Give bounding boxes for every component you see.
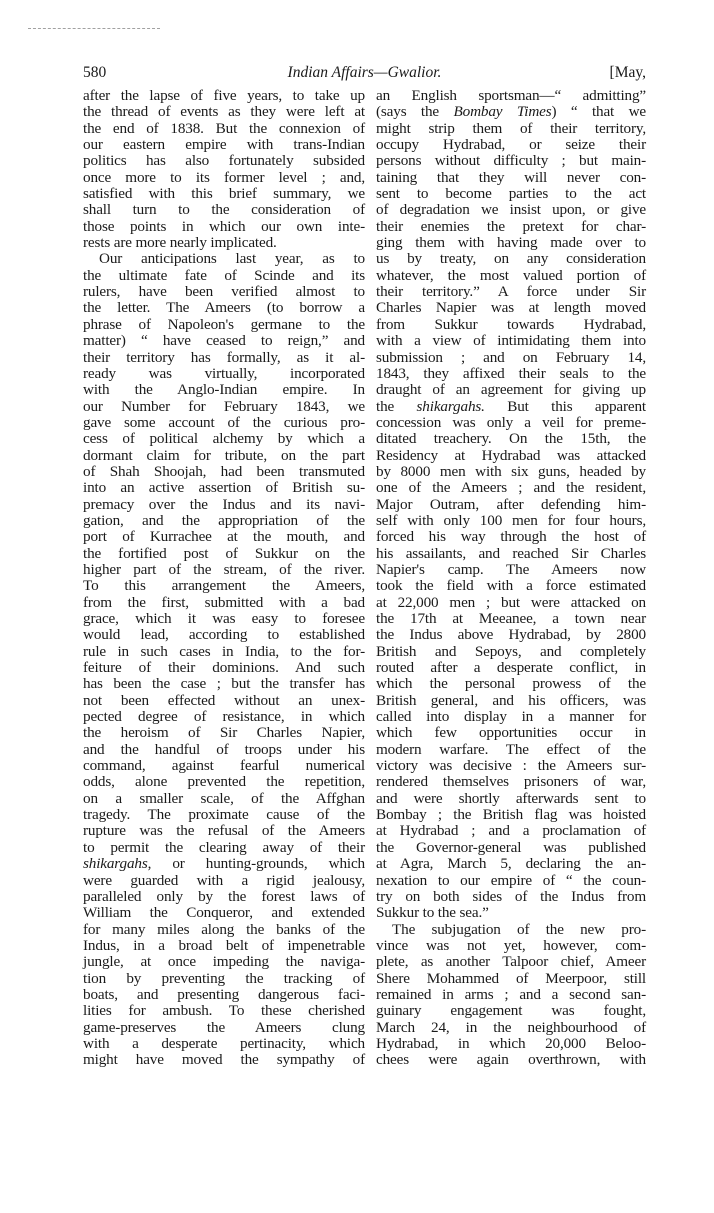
text-line: Major Outram, after defending him-	[376, 495, 646, 513]
text-line: from Sukkur towards Hydrabad,	[376, 315, 646, 333]
text-line: ging them with having made over to	[376, 234, 646, 252]
text-line: cess of political alchemy by which a	[83, 430, 365, 448]
text-line: and were shortly afterwards sent to	[376, 789, 646, 807]
text-line: British and Sepoys, and completely	[376, 642, 646, 660]
text-line: tragedy. The proximate cause of the	[83, 806, 365, 824]
text-line: dormant claim for tribute, on the part	[83, 446, 365, 464]
text-line: the end of 1838. But the connexion of	[83, 119, 365, 137]
text-line: has been the case ; but the transfer has	[83, 675, 365, 693]
text-line: Shere Mohammed of Meerpoor, still	[376, 969, 646, 987]
text-line: the Indus above Hydrabad, by 2800	[376, 626, 646, 644]
text-line: jungle, at once impeding the naviga-	[83, 953, 365, 971]
text-line: their territory.” A force under Sir	[376, 283, 646, 301]
paragraph-start-line: The subjugation of the new pro-	[392, 920, 646, 938]
text-line: guinary engagement was fought,	[376, 1002, 646, 1020]
text-line: rule in such cases in India, to the for-	[83, 642, 365, 660]
text-line: Indus, in a broad belt of impenetrable	[83, 936, 365, 954]
text-line-with-italic	[83, 856, 365, 872]
text-line: from the first, submitted with a bad	[83, 593, 365, 611]
text-line: Sukkur to the sea.”	[376, 904, 489, 922]
text-line: sent to become parties to the act	[376, 185, 646, 203]
text-line: pected degree of resistance, in which	[83, 708, 365, 726]
text-line: his assailants, and reached Sir Charles	[376, 544, 646, 562]
text-line: modern warfare. The effect of the	[376, 740, 646, 758]
text-line: their territory has formally, as it al-	[83, 348, 365, 366]
text-line: Charles Napier was at length moved	[376, 299, 646, 317]
page-number: 580	[83, 64, 107, 81]
text-line: grace, which it was easy to foresee	[83, 610, 365, 627]
text-line: us by treaty, on any consideration	[376, 250, 646, 268]
text-line: took the field with a force estimated	[376, 577, 646, 595]
text-line: the letter. The Ameers (to borrow a	[83, 299, 365, 317]
text-line: chees were again overthrown, with	[376, 1051, 646, 1069]
text-line: at 22,000 men ; but were attacked on	[376, 593, 646, 611]
text-line: with the Anglo-Indian empire. In	[83, 381, 365, 399]
text-line: after the lapse of five years, to take up	[83, 87, 365, 104]
text-line: rupture was the refusal of the Ameers	[83, 822, 365, 840]
text-line: draught of an agreement for giving up	[376, 381, 646, 399]
text-line: might strip them of their territory,	[376, 119, 646, 137]
text-line: nexation to our empire of “ the coun-	[376, 871, 646, 889]
text-line: and the handful of troops under his	[83, 740, 365, 758]
text-line: those points in which our own inte-	[83, 217, 365, 235]
text-line: by 8000 men with six guns, headed by	[376, 462, 646, 480]
text-line: plete, as another Talpoor chief, Ameer	[376, 953, 646, 971]
text-line: which the personal prowess of the	[376, 675, 646, 693]
text-line: To this arrangement the Ameers,	[83, 577, 365, 595]
text-line: with a desperate pertinacity, which	[83, 1034, 365, 1052]
left-column	[83, 88, 365, 1069]
italic-term: shikargahs	[83, 855, 148, 873]
text-line: matter) “ have ceased to reign,” and	[83, 332, 365, 350]
text-line: into an active assertion of British su-	[83, 479, 365, 497]
text-line: rulers, have been verified almost to	[83, 283, 365, 301]
text-segment: (says the	[376, 103, 454, 121]
text-line: higher part of the stream, of the river.	[83, 560, 365, 578]
text-line: gave some account of the curious pro-	[83, 413, 365, 431]
text-line: paralleled only by the forest laws of	[83, 887, 365, 905]
text-line: command, against fearful numerical	[83, 757, 365, 775]
scan-artifact-rule	[28, 28, 160, 29]
text-line: satisfied with this brief summary, we	[83, 185, 365, 203]
text-line: were guarded with a rigid jealousy,	[83, 871, 365, 889]
text-line: boats, and presenting dangerous faci-	[83, 985, 365, 1003]
text-line: odds, alone prevented the repetition,	[83, 773, 365, 791]
text-line: the fortified post of Sukkur on the	[83, 544, 365, 562]
text-line: lities for ambush. To these cherished	[83, 1002, 365, 1020]
text-line: tion by preventing the tracking of	[83, 969, 365, 987]
text-line: with a view of intimidating them into	[376, 332, 646, 350]
text-line: feiture of their dominions. And such	[83, 659, 365, 677]
text-line-with-italic	[376, 399, 646, 415]
text-line: an English sportsman—“ admitting”	[376, 87, 646, 104]
text-line: rests are more nearly implicated.	[83, 234, 277, 252]
text-line: Bombay ; the British flag was hoisted	[376, 806, 646, 824]
text-line: Residency at Hydrabad was attacked	[376, 446, 646, 464]
text-line: rendered themselves prisoners of war,	[376, 773, 646, 791]
text-line: our eastern empire with trans-Indian	[83, 136, 365, 154]
text-line: Hydrabad, in which 20,000 Beloo-	[376, 1034, 646, 1052]
text-line: port of Kurrachee at the mouth, and	[83, 528, 365, 546]
text-line: on a smaller scale, of the Affghan	[83, 789, 365, 807]
paragraph-start-line: Our anticipations last year, as to	[99, 250, 365, 268]
text-line: persons without difficulty ; but main-	[376, 152, 646, 170]
text-line: 1843, they affixed their seals to the	[376, 364, 646, 382]
text-segment: But this apparent	[484, 397, 646, 415]
text-line: at Hydrabad ; and a proclamation of	[376, 822, 646, 840]
text-line: of Shah Shoojah, had been transmuted	[83, 462, 365, 480]
text-line: the ultimate fate of Scinde and its	[83, 266, 365, 284]
text-line: whatever, the most valued portion of	[376, 266, 646, 284]
text-line: gation, and the appropriation of the	[83, 511, 365, 529]
text-line: one of the Ameers ; and the resident,	[376, 479, 646, 497]
text-line: would lead, according to established	[83, 626, 365, 644]
text-line: self with only 100 men for four hours,	[376, 511, 646, 529]
text-segment: ) “ that we	[551, 103, 646, 121]
text-line: our Number for February 1843, we	[83, 397, 365, 415]
text-line: shall turn to the consideration of	[83, 201, 365, 219]
text-line: remained in arms ; and a second san-	[376, 985, 646, 1003]
issue-date: [May,	[609, 64, 646, 81]
text-line: the 17th at Meeanee, a town near	[376, 610, 646, 627]
text-line: vince was not yet, however, com-	[376, 936, 646, 954]
text-line: which few opportunities occur in	[376, 724, 646, 742]
text-line: ditated treachery. On the 15th, the	[376, 430, 646, 448]
italic-term: shikargahs.	[416, 397, 485, 415]
right-column	[376, 88, 646, 1069]
text-line-with-italic	[376, 104, 646, 120]
running-head	[83, 63, 646, 83]
text-line: Napier's camp. The Ameers now	[376, 560, 646, 578]
text-line: to permit the clearing away of their	[83, 838, 365, 856]
text-line: of degradation we insist upon, or give	[376, 201, 646, 219]
running-title: Indian Affairs—Gwalior.	[287, 64, 442, 81]
text-segment: , or hunting-grounds, which	[147, 855, 365, 873]
text-line: game-preserves the Ameers clung	[83, 1018, 365, 1036]
text-line: not been effected without an unex-	[83, 691, 365, 709]
text-line: submission ; and on February 14,	[376, 348, 646, 366]
text-line: premacy over the Indus and its navi-	[83, 495, 365, 513]
text-line: the heroism of Sir Charles Napier,	[83, 724, 365, 742]
text-line: might have moved the sympathy of	[83, 1051, 365, 1069]
text-line: taining that they will never con-	[376, 168, 646, 186]
text-line: the Governor-general was published	[376, 838, 646, 856]
text-line: phrase of Napoleon's germane to the	[83, 315, 365, 333]
text-line: politics has also fortunately subsided	[83, 152, 365, 170]
italic-title: Bombay Times	[453, 103, 552, 121]
text-line: their enemies the pretext for char-	[376, 217, 646, 235]
text-line: once more to its former level ; and,	[83, 168, 365, 186]
text-line: ready was virtually, incorporated	[83, 364, 365, 382]
text-line: occupy Hydrabad, or seize their	[376, 136, 646, 154]
text-line: at Agra, March 5, declaring the an-	[376, 855, 646, 873]
text-line: called into display in a manner for	[376, 708, 646, 726]
text-segment: the	[376, 397, 417, 415]
text-line: March 24, in the neighbourhood of	[376, 1018, 646, 1036]
text-line: concession was only a veil for preme-	[376, 413, 646, 431]
text-line: for many miles along the banks of the	[83, 920, 365, 938]
text-line: routed after a desperate conflict, in	[376, 659, 646, 677]
text-line: the thread of events as they were left at	[83, 103, 365, 121]
text-line: victory was decisive : the Ameers sur-	[376, 757, 646, 775]
text-line: forced his way through the host of	[376, 528, 646, 546]
text-line: try on both sides of the Indus from	[376, 887, 646, 905]
text-line: William the Conqueror, and extended	[83, 904, 365, 922]
text-line: British general, and his officers, was	[376, 691, 646, 709]
